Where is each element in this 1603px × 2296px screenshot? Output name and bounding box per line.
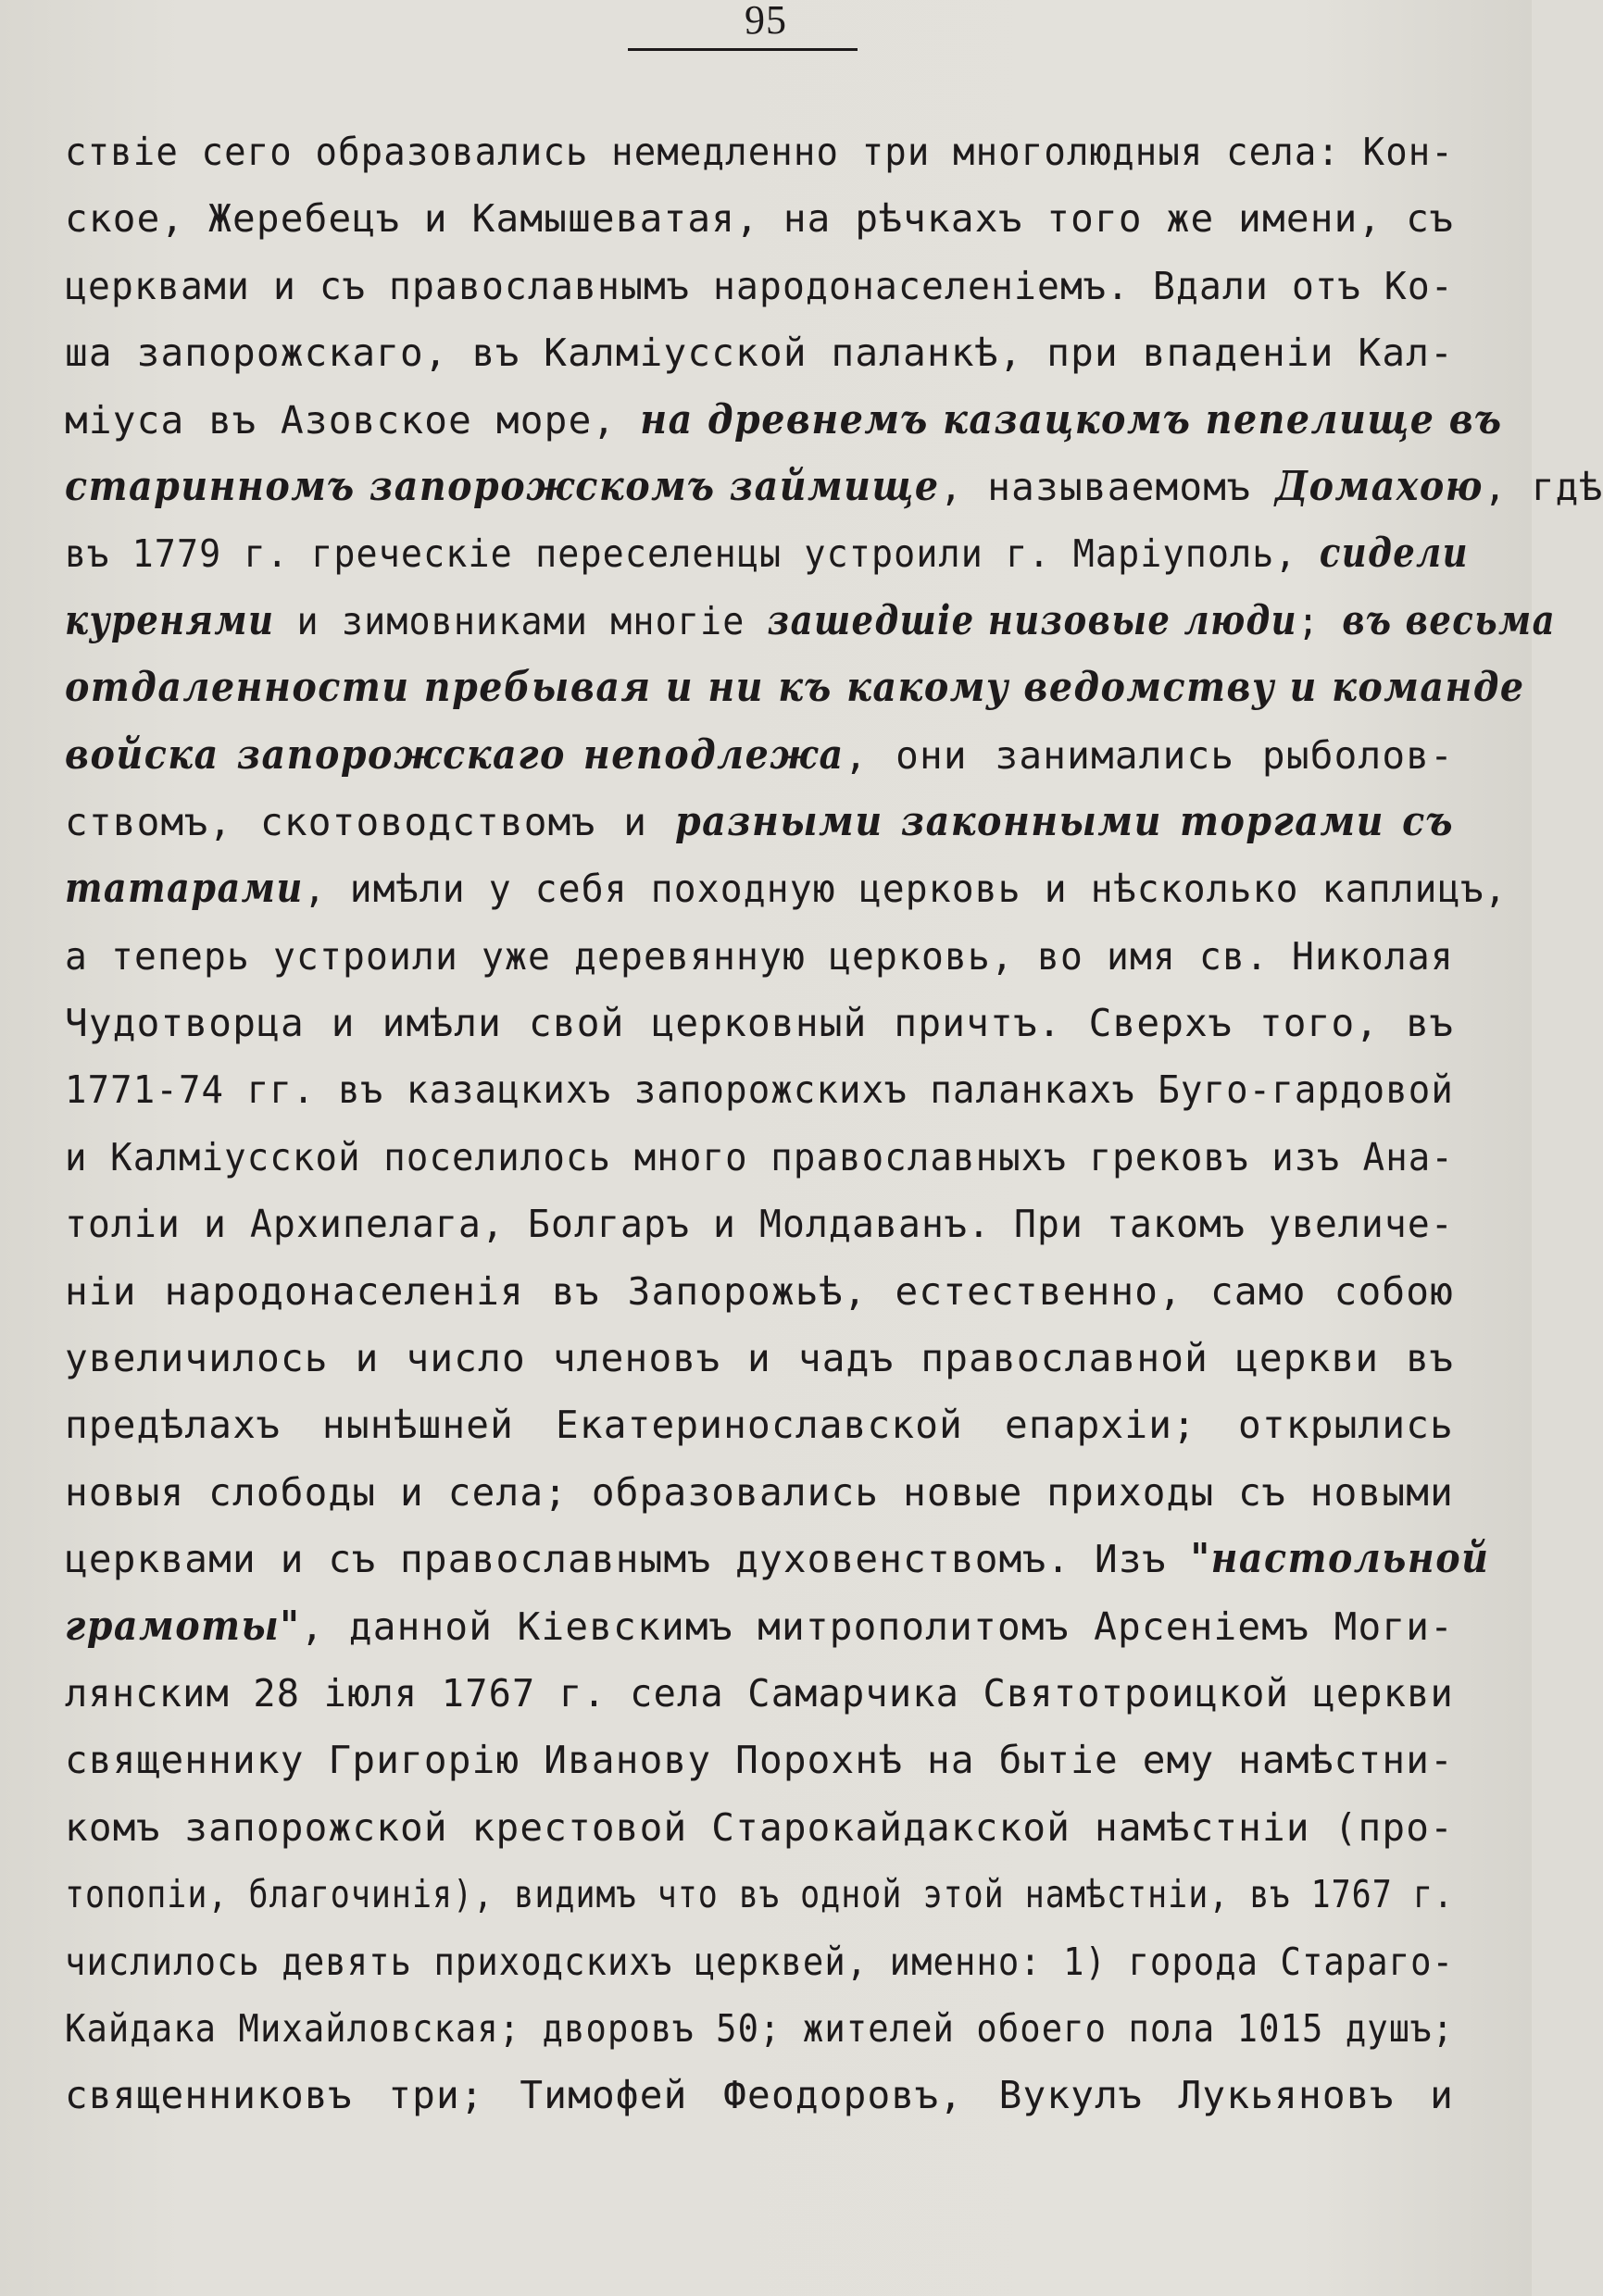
text-segment: 1771-74 гг. въ казацкихъ запорожскихъ паланкахъ Буго-гардовой — [65, 1067, 1454, 1113]
text-line — [65, 990, 1454, 1056]
text-segment: , они занимались рыболов- — [844, 732, 1455, 778]
text-segment: топопіи, благочинія), видимъ что въ одной этой намѣстніи, въ 1767 г. — [65, 1872, 1454, 1917]
text-segment: и зимовниками многіе — [274, 598, 768, 643]
italic-text: куренями — [65, 596, 275, 644]
italic-text: разными законными торгами съ — [674, 797, 1454, 845]
text-line — [65, 1861, 1454, 1928]
italic-text: татарами — [65, 865, 304, 913]
body-text — [65, 119, 1603, 2129]
text-segment: ніи народонаселенія въ Запорожьѣ, естественно, само собою — [65, 1268, 1454, 1314]
text-line — [65, 1995, 1454, 2062]
italic-text: отдаленности пребывая и ни къ какому ведомству и команде — [65, 664, 1525, 712]
text-line — [65, 722, 1454, 789]
text-line — [65, 119, 1454, 185]
italic-text: войска запорожскаго неподлежа — [65, 730, 845, 779]
text-segment: лянским 28 іюля 1767 г. села Самарчика Святотроицкой церкви — [65, 1670, 1454, 1716]
text-segment: предѣлахъ нынѣшней Екатеринославской епархіи; открылись — [65, 1403, 1454, 1448]
text-line — [65, 855, 1508, 922]
text-segment: новыя слободы и села; образовались новые приходы съ новыми — [65, 1469, 1454, 1515]
text-segment: церквами и съ православнымъ духовенствомъ. Изъ — [65, 1537, 1191, 1582]
text-line — [65, 789, 1454, 855]
italic-text: "настольной — [1190, 1535, 1490, 1583]
text-line — [65, 1459, 1454, 1526]
text-segment: Чудотворца и имѣли свой церковный причтъ. Сверхъ того, въ — [65, 1001, 1454, 1046]
text-line — [65, 2062, 1454, 2128]
italic-text: сидели — [1319, 530, 1469, 578]
page-number-rule — [628, 48, 858, 51]
text-segment: толіи и Архипелага, Болгаръ и Молдаванъ. При такомъ увеличе- — [65, 1202, 1454, 1247]
text-segment: ; — [1296, 598, 1343, 643]
text-segment: ша запорожскаго, въ Калміусской паланкѣ, при впаденіи Кал- — [65, 331, 1454, 376]
text-segment: ствіе сего образовались немедленно три многолюдныя села: Кон- — [65, 130, 1454, 174]
italic-text: старинномъ запорожскомъ займище — [65, 462, 940, 510]
text-line — [65, 1526, 1490, 1592]
text-segment: а теперь устроили уже деревянную церковь, во имя св. Николая — [65, 933, 1454, 979]
text-segment: міуса въ Азовское море, — [65, 397, 641, 443]
text-line — [65, 1660, 1454, 1727]
text-segment: , называемомъ — [939, 464, 1275, 509]
italic-text: на древнемъ казацкомъ пепелище въ — [640, 395, 1503, 443]
text-line — [65, 1794, 1454, 1861]
page-number: 95 — [745, 0, 787, 43]
text-segment: церквами и съ православнымъ народонаселеніемъ. Вдали отъ Ко- — [65, 263, 1454, 308]
text-line — [65, 319, 1454, 386]
text-segment: , имѣли у себя походную церковь и нѣсколько каплицъ, — [303, 867, 1508, 912]
text-line — [65, 1928, 1454, 1995]
text-segment: числилось девять приходскихъ церквей, именно: 1) города Стараго- — [65, 1939, 1455, 1984]
text-line — [65, 923, 1454, 990]
text-line — [65, 185, 1454, 252]
text-line — [65, 1056, 1454, 1123]
text-line — [65, 1124, 1454, 1191]
italic-text: въ весьма — [1342, 596, 1556, 644]
text-line — [65, 588, 1556, 655]
text-segment: ское, Жеребецъ и Камышеватая, на рѣчкахъ того же имени, съ — [65, 196, 1454, 242]
text-segment: въ 1779 г. греческіе переселенцы устроили г. Маріуполь, — [65, 531, 1320, 577]
italic-text: Домахою — [1274, 462, 1484, 510]
text-line — [65, 454, 1603, 520]
text-segment: комъ запорожской крестовой Старокайдакской намѣстніи (про- — [65, 1804, 1454, 1850]
text-line — [65, 1593, 1454, 1660]
text-segment: священниковъ три; Тимофей Феодоровъ, Вукулъ Лукьяновъ и — [65, 2073, 1454, 2118]
text-line — [65, 1391, 1454, 1458]
text-line — [65, 1191, 1454, 1257]
text-segment: , гдѣ — [1483, 464, 1603, 509]
text-segment: увеличилось и число членовъ и чадъ православной церкви въ — [65, 1336, 1454, 1381]
text-segment: священнику Григорію Иванову Порохнѣ на бытіе ему намѣстни- — [65, 1738, 1454, 1783]
text-segment: Кайдака Михайловская; дворовъ 50; жителей обоего пола 1015 душъ; — [65, 2005, 1455, 2051]
text-line — [65, 655, 1525, 721]
italic-text: зашедшіе низовые люди — [767, 596, 1297, 644]
text-segment: ствомъ, скотоводствомъ и — [65, 799, 675, 844]
italic-text: грамоты" — [65, 1602, 301, 1650]
text-segment: , данной Кіевскимъ митрополитомъ Арсеніемъ Моги- — [300, 1603, 1454, 1649]
text-segment: и Калміусской поселилось много православныхъ грековъ изъ Ана- — [65, 1134, 1454, 1179]
text-line — [65, 1727, 1454, 1793]
text-line — [65, 253, 1454, 319]
text-line — [65, 1258, 1454, 1325]
text-line — [65, 1325, 1454, 1391]
text-line — [65, 520, 1469, 587]
text-line — [65, 387, 1503, 454]
